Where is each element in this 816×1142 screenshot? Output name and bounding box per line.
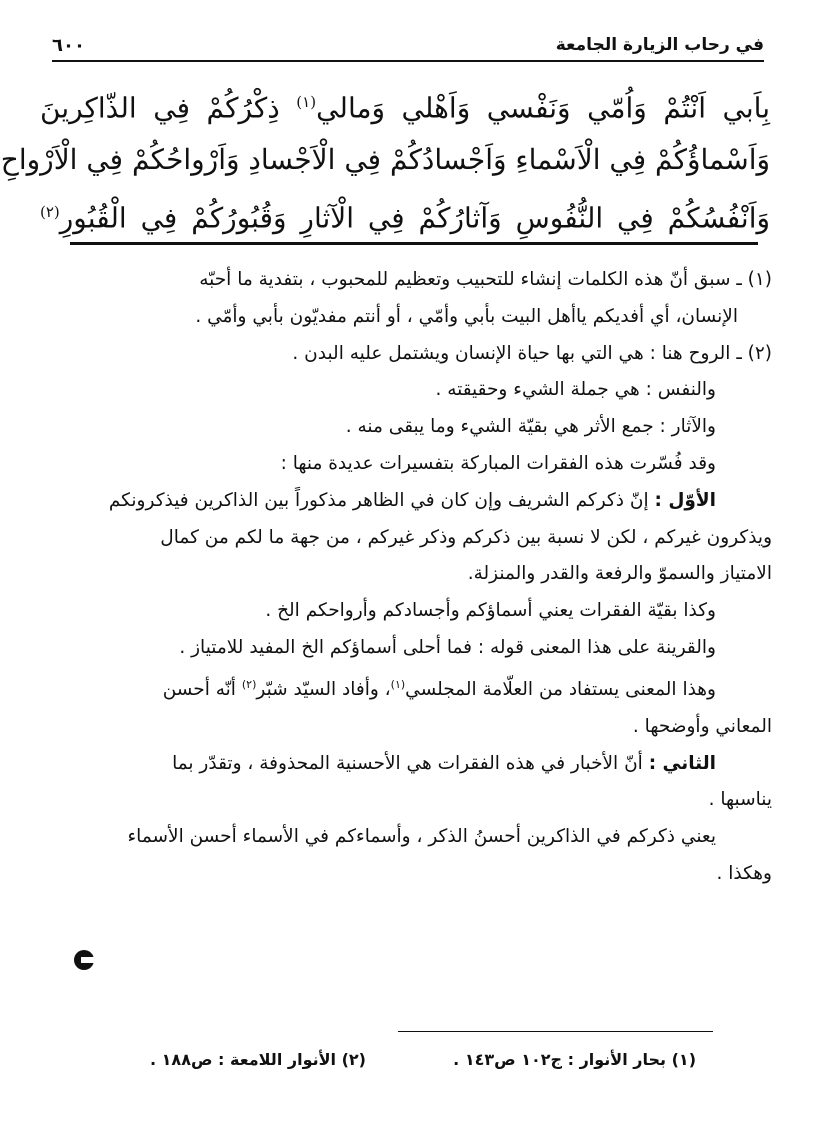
- section-end-icon: [74, 950, 94, 970]
- note-1-line-2: الإنسان، أي أفديكم ياأهل البيت بأبي وأمّي ، أو أنتم مفديّون بأبي وأمّي .: [195, 305, 738, 327]
- first-interpretation: [64, 483, 772, 520]
- meaning-ref-1: (١): [390, 677, 406, 691]
- footnote-2: (٢) الأنوار اللامعة : ص١٨٨ .: [150, 1050, 366, 1069]
- footnote-divider: [398, 1031, 713, 1032]
- first-text: إنّ ذكركم الشريف وإن كان في الظاهر مذكوراً بين الذاكرين فيذكرونكم: [108, 489, 649, 511]
- second-text: أنّ الأخبار في هذه الفقرات هي الأحسنية المحذوفة ، وتقدّر بما: [172, 752, 643, 774]
- verse-ref-2: (٢): [40, 203, 60, 222]
- footnote-1: (١) بحار الأنوار : ج١٠٢ ص١٤٣ .: [453, 1050, 696, 1069]
- verse-ref-1: (١): [296, 93, 317, 111]
- footnotes: [150, 1050, 696, 1069]
- second-interpretation: [64, 746, 772, 783]
- commentary: [64, 262, 772, 893]
- means-line-1: يعني ذكركم في الذاكرين أحسنُ الذكر ، وأسماءكم في الأسماء أحسن الأسماء: [127, 826, 716, 848]
- meaning-ref-2: (٢): [241, 677, 257, 691]
- verse-line-1-part-a: بِاَبي اَنْتُمْ وَاُمّي وَنَفْسي وَاَهْلي وَمالي: [316, 91, 770, 125]
- athar-definition: والآثار : جمع الأثر هي بقيّة الشيء وما يبقى منه .: [345, 416, 716, 438]
- meaning-a: وهذا المعنى يستفاد من العلّامة المجلسي: [405, 678, 716, 700]
- running-header: [52, 30, 764, 62]
- meaning-source: [64, 667, 772, 709]
- section-divider: [70, 242, 758, 245]
- note-1-line-1: (١) ـ سبق أنّ هذه الكلمات إنشاء للتحبيب وتعظيم للمحبوب ، بتفدية ما أحبّه: [199, 269, 772, 290]
- header-title: في رحاب الزيارة الجامعة: [555, 35, 764, 55]
- meaning-source-line-2: المعاني وأوضحها .: [632, 715, 772, 737]
- first-interpretation-line-2: ويذكرون غيركم ، لكن لا نسبة بين ذكركم وذكر غيركم ، من جهة ما لكم من كمال: [160, 526, 772, 548]
- verse-line-1: [40, 76, 770, 134]
- first-interpretation-line-3: الامتياز والسموّ والرفعة والقدر والمنزلة.: [467, 563, 772, 585]
- qarina: والقرينة على هذا المعنى قوله : فما أحلى أسماؤكم الخ المفيد للامتياز .: [179, 636, 716, 658]
- verse-line-3-text: وَاَنْفُسُكُمْ فِي النُّفُوسِ وَآثارُكُمْ فِي الْآثارِ وَقُبُورُكُمْ فِي الْقُبُورِ: [59, 201, 770, 235]
- verse-line-2: وَاَسْماؤُكُمْ فِي الْاَسْماءِ وَاَجْسادُكُمْ فِي الْاَجْسادِ وَاَرْواحُكُمْ فِي الْاَرْواحِ: [0, 143, 770, 177]
- meaning-b: ، وأفاد السيّد شبّر: [256, 678, 391, 700]
- second-interpretation-line-2: يناسبها .: [708, 789, 772, 811]
- second-label: الثاني :: [648, 752, 716, 774]
- meaning-c: أنّه أحسن: [162, 678, 236, 700]
- ziyarah-verse: [0, 76, 770, 245]
- verse-line-1-part-b: ذِكْرُكُمْ فِي الذّاكِرينَ: [40, 91, 280, 125]
- page-number: ٦٠٠: [52, 34, 85, 56]
- first-label: الأوّل :: [654, 489, 716, 511]
- verse-line-3: [40, 186, 770, 244]
- nafs-definition: والنفس : هي جملة الشيء وحقيقته .: [435, 379, 716, 401]
- tafsir-intro: وقد فُسّرت هذه الفقرات المباركة بتفسيرات عديدة منها :: [280, 452, 716, 474]
- rest-of-phrases: وكذا بقيّة الفقرات يعني أسماؤكم وأجسادكم وأرواحكم الخ .: [265, 600, 716, 622]
- note-2-line-1: (٢) ـ الروح هنا : هي التي بها حياة الإنسان ويشتمل عليه البدن .: [292, 342, 772, 364]
- means-line-2: وهكذا .: [716, 862, 772, 884]
